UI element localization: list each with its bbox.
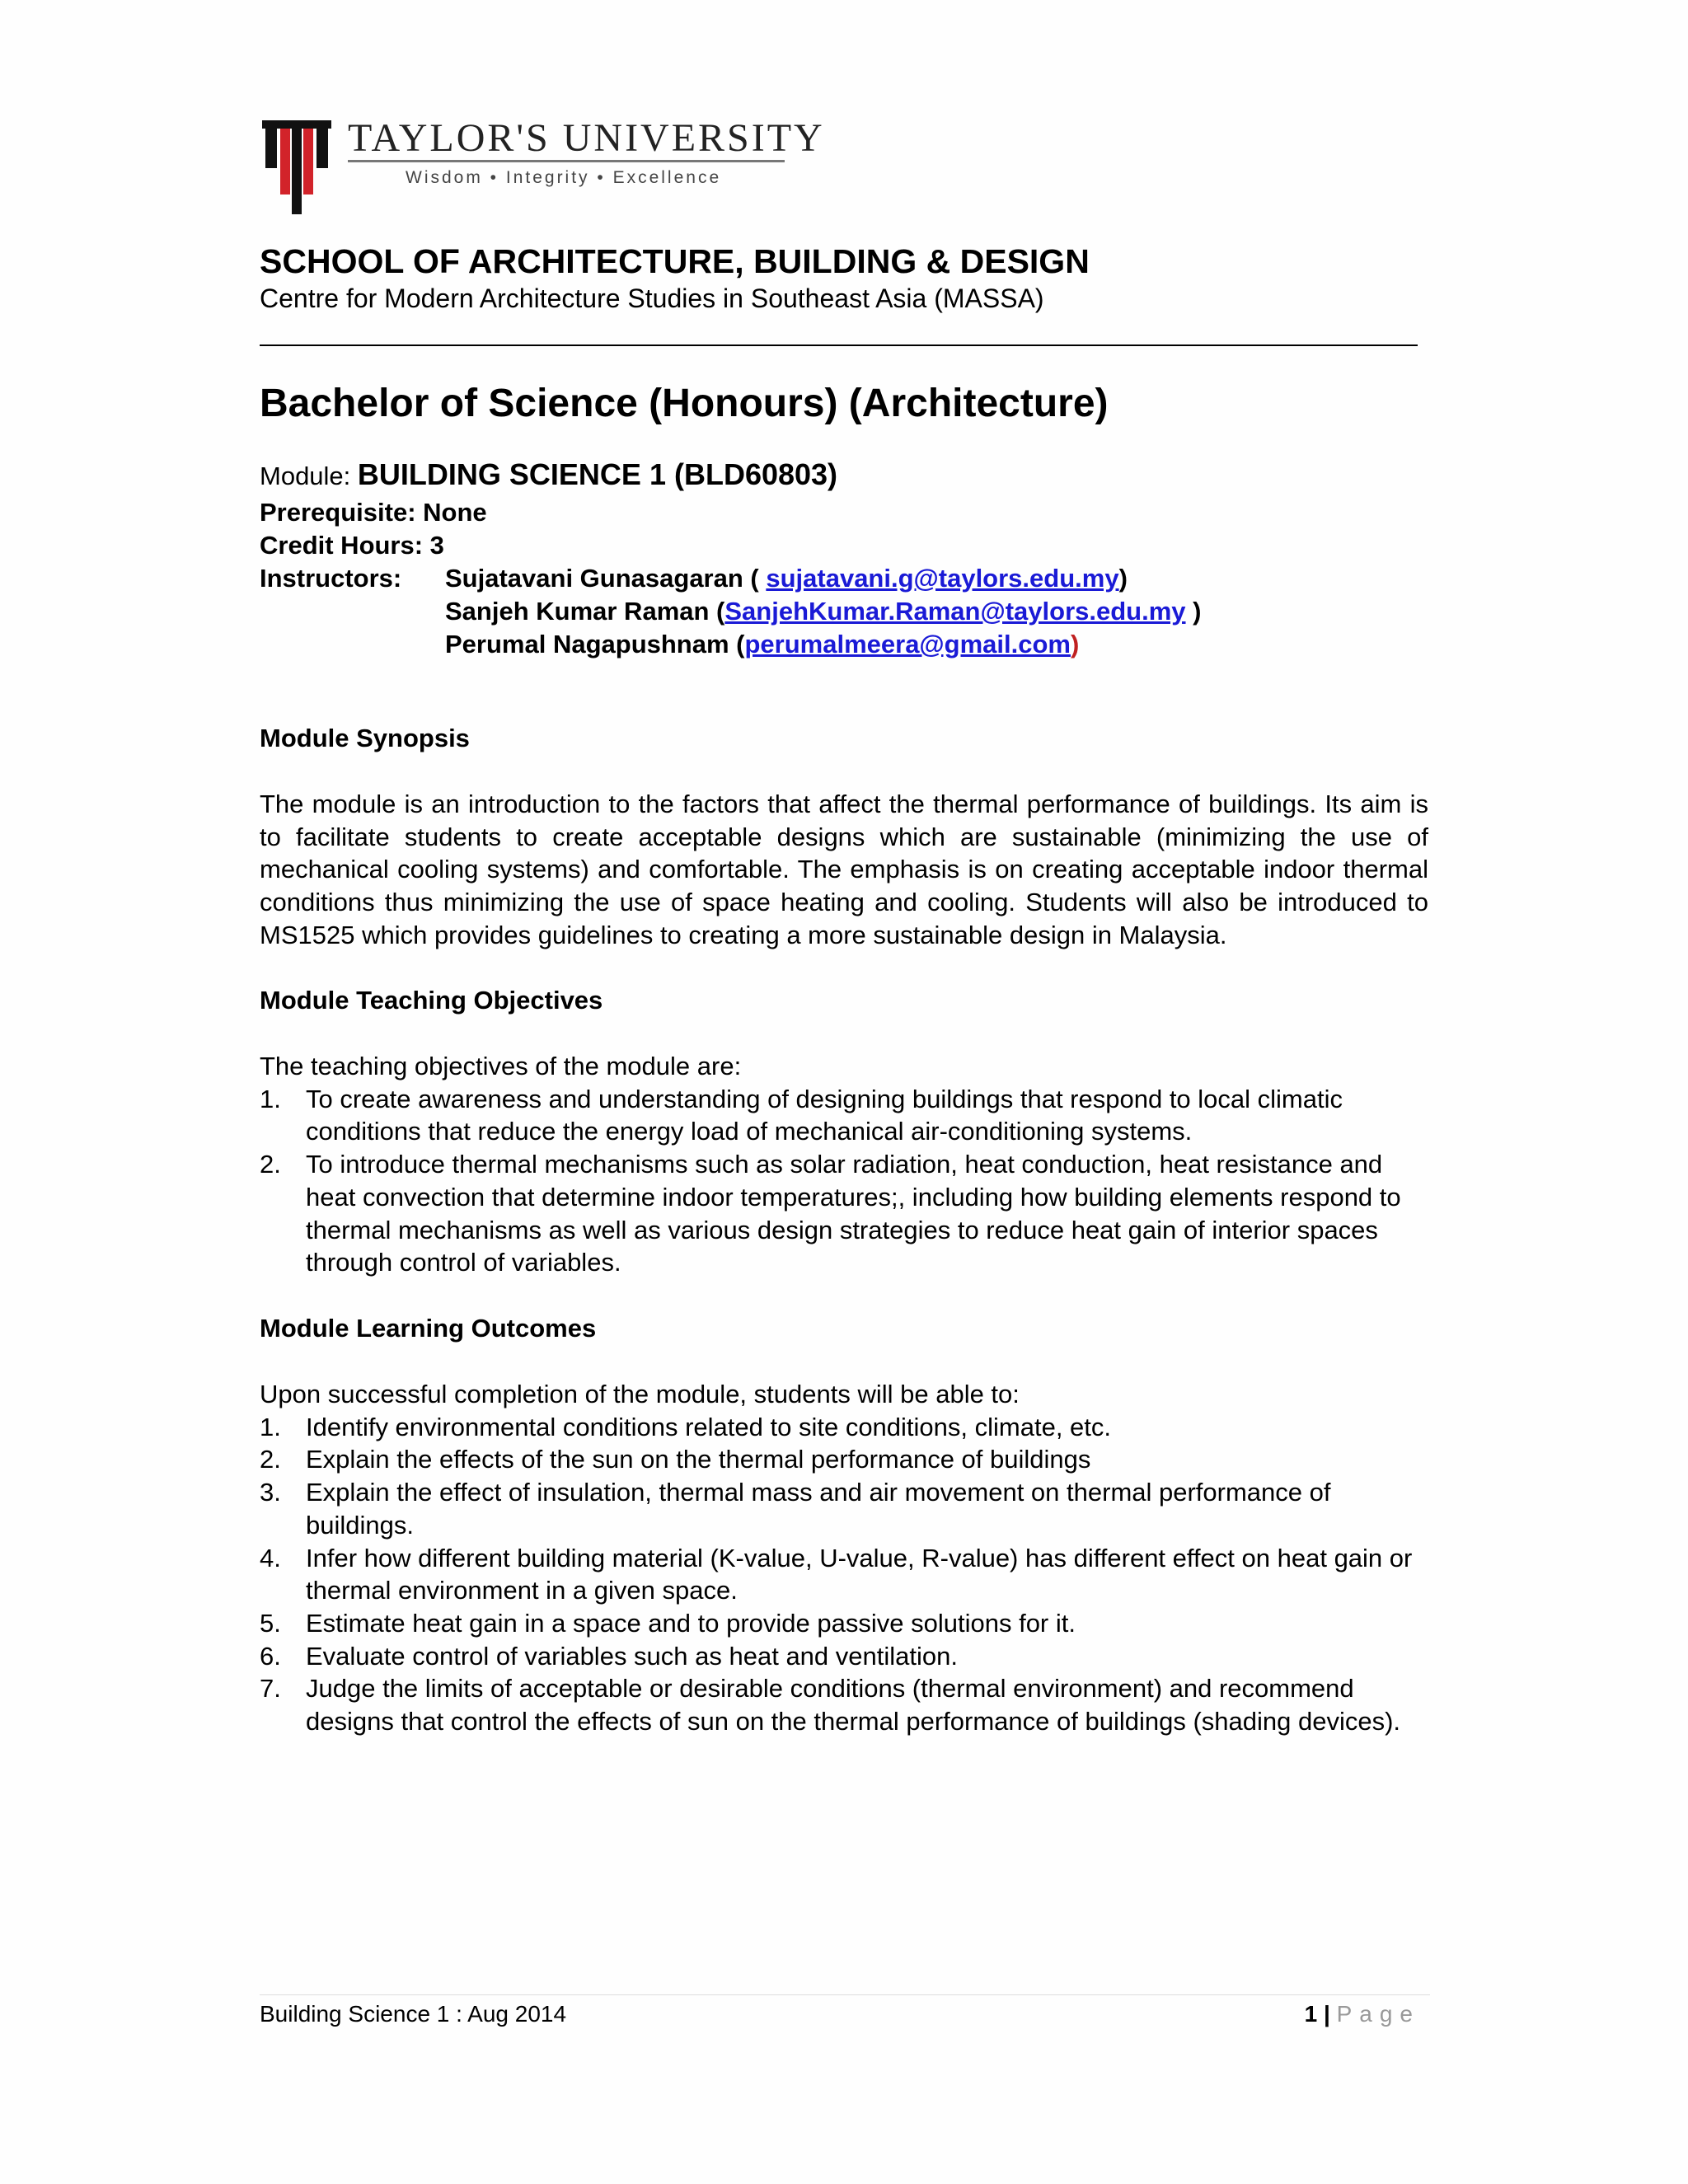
module-label: Module:: [260, 462, 351, 490]
list-number: 2.: [260, 1150, 281, 1179]
list-text: Judge the limits of acceptable or desirable conditions (thermal environment) and recommend designs that control the effects of sun on the thermal performance of buildings (shading devices).: [306, 1674, 1401, 1736]
instructor-entry: [445, 562, 1128, 595]
list-text: Evaluate control of variables such as heat and ventilation.: [306, 1641, 958, 1671]
page-word: Page: [1336, 2001, 1420, 2027]
instructor-close: ): [1185, 597, 1202, 626]
instructor-email-link[interactable]: sujatavani.g@taylors.edu.my: [766, 564, 1119, 593]
module-info: [260, 457, 1202, 661]
list-number: 4.: [260, 1543, 281, 1572]
list-text: Explain the effect of insulation, thermal mass and air movement on thermal performance of buildings.: [306, 1478, 1331, 1540]
objectives-list: [260, 1050, 1430, 1279]
list-text: To introduce thermal mechanisms such as solar radiation, heat conduction, heat resistance and heat convection that determine indoor temperatures;, including how building elements respond to thermal mechanisms as well as various design strategies to reduce heat gain of interior spaces through control of variables.: [306, 1150, 1401, 1277]
list-number: 6.: [260, 1641, 281, 1671]
outcomes-list: [260, 1378, 1430, 1738]
list-item: [260, 1411, 1430, 1444]
list-number: 5.: [260, 1608, 281, 1638]
module-row: [260, 458, 837, 496]
page-separator: |: [1317, 2001, 1337, 2027]
outcomes-heading: Module Learning Outcomes: [260, 1314, 597, 1343]
list-number: 7.: [260, 1674, 281, 1704]
list-number: 1.: [260, 1412, 281, 1441]
instructor-close: ): [1070, 630, 1080, 658]
list-item: [260, 1542, 1430, 1607]
list-number: 1.: [260, 1084, 281, 1113]
list-number: 3.: [260, 1478, 281, 1507]
list-item: [260, 1640, 1430, 1673]
list-text: Identify environmental conditions related to site conditions, climate, etc.: [306, 1412, 1112, 1441]
list-text: Explain the effects of the sun on the thermal performance of buildings: [306, 1445, 1091, 1474]
synopsis-heading: Module Synopsis: [260, 724, 470, 752]
centre-subtitle: Centre for Modern Architecture Studies in Southeast Asia (MASSA): [260, 284, 1044, 313]
instructor-close: ): [1118, 564, 1128, 593]
instructor-name: Perumal Nagapushnam (: [445, 630, 745, 658]
instructors-label: Instructors:: [260, 564, 402, 593]
list-item: [260, 1443, 1430, 1476]
objectives-heading: Module Teaching Objectives: [260, 986, 603, 1015]
logo-divider: [348, 160, 785, 162]
instructor-row: [260, 595, 1202, 628]
outcomes-intro: Upon successful completion of the module, students will be able to:: [260, 1380, 1020, 1408]
header-divider: [260, 344, 1418, 346]
page-number: 1: [1304, 2001, 1318, 2027]
instructor-entry: [445, 628, 1079, 661]
instructor-name: Sanjeh Kumar Raman (: [445, 597, 725, 626]
logo-tagline: Wisdom • Integrity • Excellence: [406, 168, 722, 187]
list-text: Estimate heat gain in a space and to provide passive solutions for it.: [306, 1608, 1076, 1638]
page-indicator: [1305, 2001, 1420, 2027]
logo-wordmark: TAYLOR'S UNIVERSITY: [348, 116, 825, 160]
credit-hours: Credit Hours: 3: [260, 531, 444, 560]
footer-divider: [260, 1994, 1430, 1995]
objectives-intro: The teaching objectives of the module are:: [260, 1052, 742, 1080]
list-item: [260, 1083, 1430, 1148]
instructor-email-link[interactable]: SanjehKumar.Raman@taylors.edu.my: [724, 597, 1186, 626]
instructor-entry: [445, 595, 1201, 628]
list-item: [260, 1148, 1430, 1279]
list-item: [260, 1476, 1430, 1541]
school-title: SCHOOL OF ARCHITECTURE, BUILDING & DESIGN: [260, 242, 1090, 280]
degree-title: Bachelor of Science (Honours) (Architecture): [260, 382, 1109, 425]
list-text: Infer how different building material (K-value, U-value, R-value) has different effect on heat gain or thermal environment in a given space.: [306, 1543, 1413, 1605]
taylors-crest-icon: [262, 117, 331, 214]
instructor-row: [260, 562, 1128, 595]
instructor-name: Sujatavani Gunasagaran (: [445, 564, 767, 593]
instructor-row: [260, 628, 1080, 661]
module-code: BUILDING SCIENCE 1 (BLD60803): [357, 457, 838, 491]
list-text: To create awareness and understanding of designing buildings that respond to local climatic conditions that reduce the energy load of mechanical air-conditioning systems.: [306, 1084, 1343, 1146]
prerequisite: Prerequisite: None: [260, 498, 487, 527]
instructor-email-link[interactable]: perumalmeera@gmail.com: [744, 630, 1071, 658]
synopsis-text: The module is an introduction to the factors that affect the thermal performance of buildings. Its aim is to facilitate students to create acceptable designs which are sustainable (minimizing the use of mechanical cooling systems) and comfortable. The emphasis is on creating acceptable indoor thermal conditions thus minimizing the use of space heating and cooling. Students will also be introduced to MS1525 which provides guidelines to creating a more sustainable design in Malaysia.: [260, 790, 1428, 949]
footer-course-label: Building Science 1 : Aug 2014: [260, 2001, 567, 2027]
list-item: [260, 1607, 1430, 1640]
list-item: [260, 1672, 1430, 1737]
university-logo: [262, 115, 825, 214]
list-number: 2.: [260, 1445, 281, 1474]
